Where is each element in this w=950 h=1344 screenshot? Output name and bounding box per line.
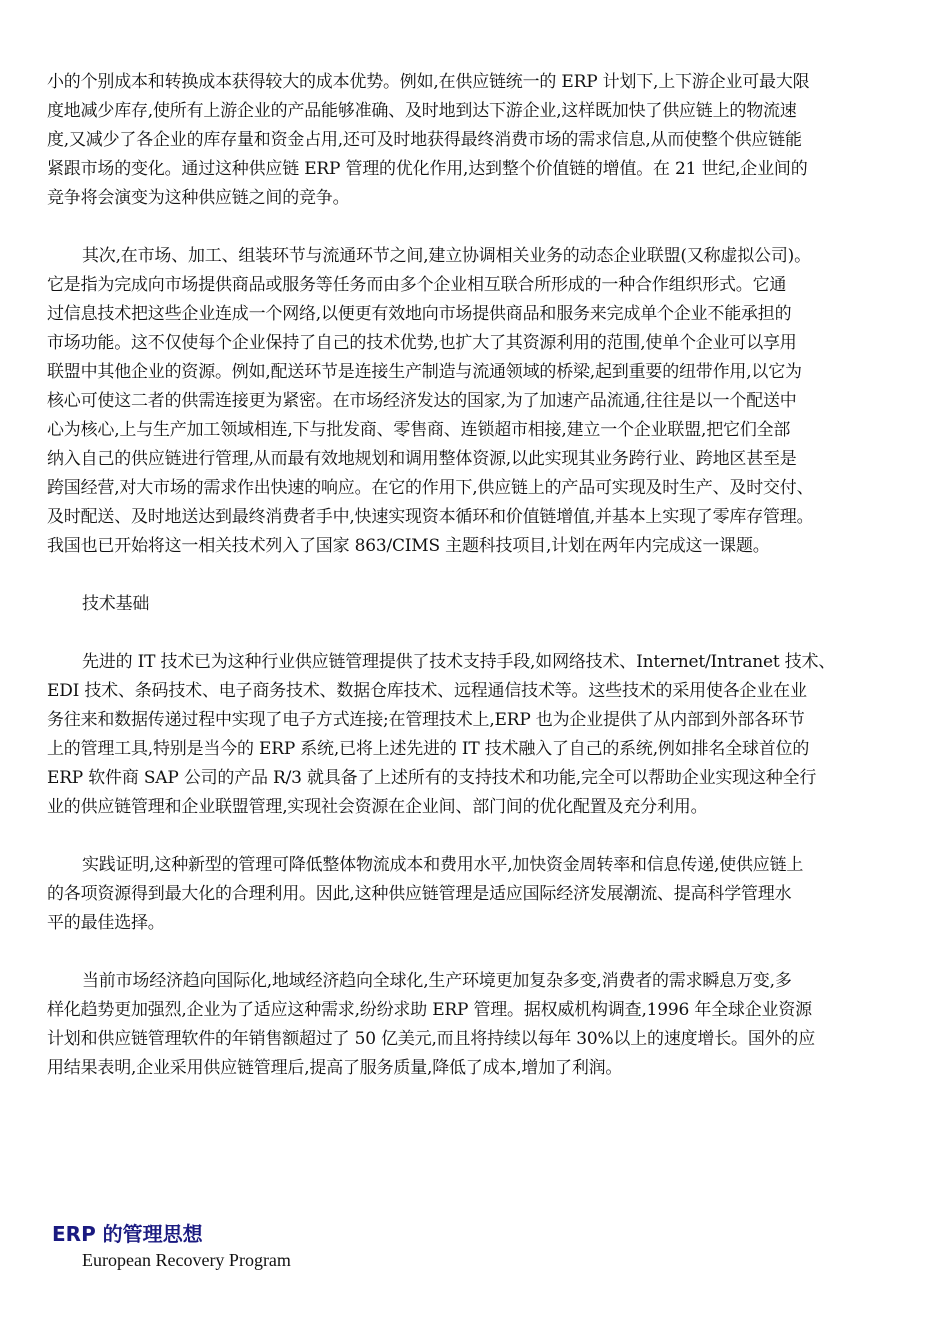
text-line: 度地减少库存,使所有上游企业的产品能够准确、及时地到达下游企业,这样既加快了供应链上的物流速 xyxy=(47,101,797,121)
text-line: 纳入自己的供应链进行管理,从而最有效地规划和调用整体资源,以此实现其业务跨行业、跨地区甚至是 xyxy=(47,449,797,469)
text-line: 实践证明,这种新型的管理可降低整体物流成本和费用水平,加快资金周转率和信息传递,使供应链上 xyxy=(82,855,804,875)
text-line: 跨国经营,对大市场的需求作出快速的响应。在它的作用下,供应链上的产品可实现及时生产、及时交付、 xyxy=(47,478,814,498)
section-heading: ERP 的管理思想 xyxy=(52,1222,203,1246)
text-line: 核心可使这二者的供需连接更为紧密。在市场经济发达的国家,为了加速产品流通,往往是以一个配送中 xyxy=(47,391,797,411)
text-line: 我国也已开始将这一相关技术列入了国家 863/CIMS 主题科技项目,计划在两年内完成这一课题。 xyxy=(47,536,770,556)
paragraph xyxy=(47,851,911,938)
paragraph xyxy=(47,967,911,1083)
text-line: 业的供应链管理和企业联盟管理,实现社会资源在企业间、部门间的优化配置及充分利用。 xyxy=(47,797,708,817)
text-line: 心为核心,上与生产加工领域相连,下与批发商、零售商、连锁超市相接,建立一个企业联盟,把它们全部 xyxy=(47,420,791,440)
text-line: 平的最佳选择。 xyxy=(47,913,165,933)
text-line: 用结果表明,企业采用供应链管理后,提高了服务质量,降低了成本,增加了利润。 xyxy=(47,1058,623,1078)
paragraph-spacer xyxy=(47,822,911,851)
text-line: 计划和供应链管理软件的年销售额超过了 50 亿美元,而且将持续以每年 30%以上的速度增长。国外的应 xyxy=(47,1029,816,1049)
text-line: 小的个别成本和转换成本获得较大的成本优势。例如,在供应链统一的 ERP 计划下,上下游企业可最大限 xyxy=(47,72,810,92)
section-label: 技术基础 xyxy=(82,594,150,614)
section-subheading: European Recovery Program xyxy=(82,1250,291,1270)
text-line: 联盟中其他企业的资源。例如,配送环节是连接生产制造与流通领域的桥梁,起到重要的纽带作用,以它为 xyxy=(47,362,802,382)
paragraph-spacer xyxy=(47,619,911,648)
text-line: 度,又减少了各企业的库存量和资金占用,还可及时地获得最终消费市场的需求信息,从而使整个供应链能 xyxy=(47,130,802,150)
paragraph xyxy=(47,242,911,561)
text-line: 当前市场经济趋向国际化,地域经济趋向全球化,生产环境更加复杂多变,消费者的需求瞬息万变,多 xyxy=(82,971,792,991)
paragraph xyxy=(47,68,911,213)
text-line: 务往来和数据传递过程中实现了电子方式连接;在管理技术上,ERP 也为企业提供了从内部到外部各环节 xyxy=(47,710,805,730)
text-line: EDI 技术、条码技术、电子商务技术、数据仓库技术、远程通信技术等。这些技术的采用使各企业在业 xyxy=(47,681,807,701)
document-body xyxy=(47,68,911,1083)
text-line: 它是指为完成向市场提供商品或服务等任务而由多个企业相互联合所形成的一种合作组织形式。它通 xyxy=(47,275,787,295)
paragraph-spacer xyxy=(47,938,911,967)
text-line: 市场功能。这不仅使每个企业保持了自己的技术优势,也扩大了其资源利用的范围,使单个企业可以享用 xyxy=(47,333,797,353)
text-line: 其次,在市场、加工、组装环节与流通环节之间,建立协调相关业务的动态企业联盟(又称虚拟公司)。 xyxy=(82,246,811,266)
text-line: ERP 软件商 SAP 公司的产品 R/3 就具备了上述所有的支持技术和功能,完全可以帮助企业实现这种全行 xyxy=(47,768,817,788)
text-line: 过信息技术把这些企业连成一个网络,以便更有效地向市场提供商品和服务来完成单个企业不能承担的 xyxy=(47,304,792,324)
paragraph-spacer xyxy=(47,213,911,242)
text-line: 及时配送、及时地送达到最终消费者手中,快速实现资本循环和价值链增值,并基本上实现了零库存管理。 xyxy=(47,507,814,527)
text-line: 的各项资源得到最大化的合理利用。因此,这种供应链管理是适应国际经济发展潮流、提高科学管理水 xyxy=(47,884,792,904)
paragraph xyxy=(47,590,911,619)
text-line: 竞争将会演变为这种供应链之间的竞争。 xyxy=(47,188,350,208)
text-line: 上的管理工具,特别是当今的 ERP 系统,已将上述先进的 IT 技术融入了自己的系统,例如排名全球首位的 xyxy=(47,739,810,759)
text-line: 样化趋势更加强烈,企业为了适应这种需求,纷纷求助 ERP 管理。据权威机构调查,1996 年全球企业资源 xyxy=(47,1000,812,1020)
text-line: 紧跟市场的变化。通过这种供应链 ERP 管理的优化作用,达到整个价值链的增值。在 21 世纪,企业间的 xyxy=(47,159,808,179)
paragraph xyxy=(47,648,911,822)
paragraph-spacer xyxy=(47,561,911,590)
text-line: 先进的 IT 技术已为这种行业供应链管理提供了技术支持手段,如网络技术、Internet/Intranet 技术、 xyxy=(82,652,836,672)
